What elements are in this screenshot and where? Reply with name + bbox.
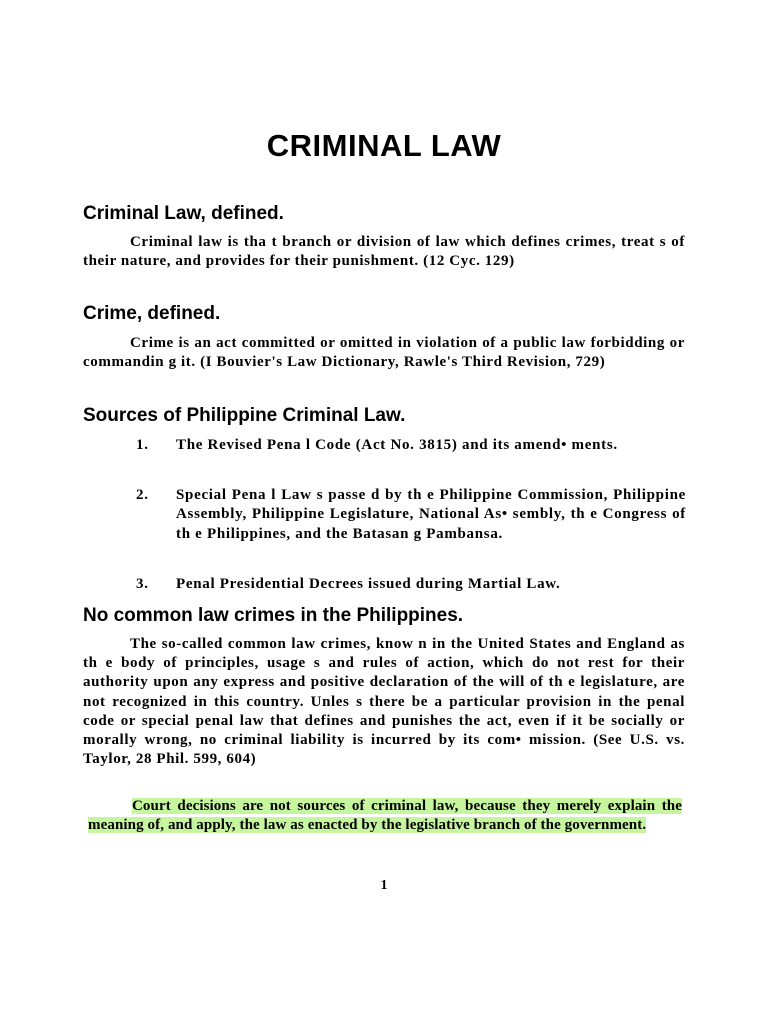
list-item-number: 3. <box>136 576 149 592</box>
paragraph-crime-definition <box>83 334 685 372</box>
page-number: 1 <box>380 878 388 893</box>
list-item <box>136 486 686 544</box>
heading-no-common-law-crimes: No common law crimes in the Philippines. <box>83 605 464 626</box>
highlighted-text: Court decisions are not sources of criminal law, because they merely explain the meaning of, and apply, the law as enacted by the legislative branch of the government. <box>88 798 682 833</box>
list-item-text: Special Pena l Law s passe d by th e Philippine Commission, Philippine Assembly, Philippine Legislature, National As• sembly, th e Congress of th e Philippines, and the Batasan g Pambansa. <box>176 487 686 542</box>
paragraph-text: Criminal law is tha t branch or division of law which defines crimes, treat s of their nature, and provides for their punishment. (12 Cyc. 129) <box>83 234 685 270</box>
heading-criminal-law-defined: Criminal Law, defined. <box>83 203 284 224</box>
paragraph-criminal-law-definition <box>83 233 685 271</box>
list-item-text: The Revised Pena l Code (Act No. 3815) and its amend• ments. <box>176 437 618 453</box>
list-item-text: Penal Presidential Decrees issued during Martial Law. <box>176 576 561 592</box>
list-item-number: 2. <box>136 487 149 503</box>
list-item-number: 1. <box>136 437 149 453</box>
paragraph-text: The so-called common law crimes, know n in the United States and England as th e body of principles, usage s and rules of action, which do not rest for their authority upon any express and positive declaration of the will of th e legislature, are not recognized in this country. Unles s there be a particular provision in the penal code or special penal law that defines and punishes the act, even if it be socially or morally wrong, no criminal liability is incurred by its com• mission. (See U.S. vs. Taylor, 28 Phil. 599, 604) <box>83 636 685 768</box>
page-title: CRIMINAL LAW <box>266 128 502 163</box>
heading-sources: Sources of Philippine Criminal Law. <box>83 405 406 426</box>
paragraph-text: Crime is an act committed or omitted in violation of a public law forbidding or commandin g it. (I Bouvier's Law Dictionary, Rawle's Third Revision, 729) <box>83 335 685 371</box>
highlighted-paragraph <box>88 797 682 835</box>
list-item <box>136 436 686 455</box>
heading-crime-defined: Crime, defined. <box>83 303 221 324</box>
list-item <box>136 575 686 594</box>
paragraph-common-law-crimes <box>83 635 685 769</box>
